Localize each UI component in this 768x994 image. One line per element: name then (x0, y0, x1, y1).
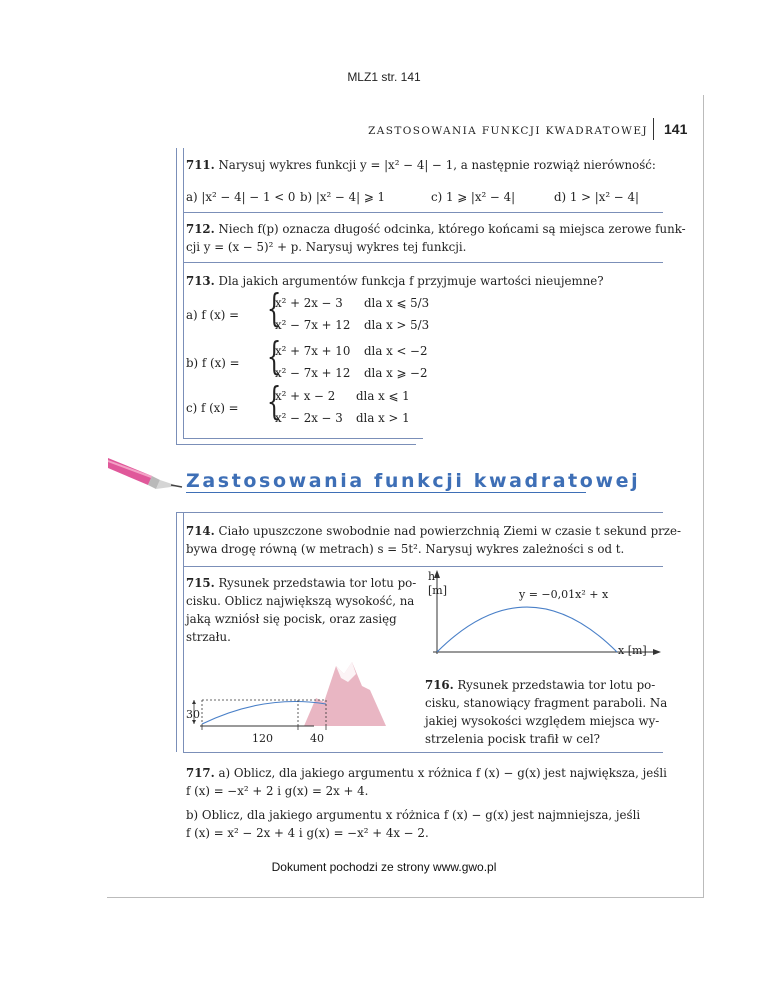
trajectory-curve (437, 607, 617, 652)
ex711-a: a) |x² − 4| − 1 < 0 (186, 190, 296, 204)
ex713-c-label: c) f (x) = (186, 401, 239, 415)
ex714-number: 714. (186, 524, 215, 538)
ex713-b-row1: x² + 7x + 10 (275, 344, 351, 358)
ex712-text-1: Niech f(p) oznacza długość odcinka, którego końcami są miejsca zerowe funk- (218, 222, 686, 236)
ex713-statement (186, 272, 604, 290)
ex716-line4: strzelenia pocisk trafił w cel? (425, 732, 600, 746)
ex713-c-cond1: dla x ⩽ 1 (356, 389, 410, 403)
ex713-b-cond2: dla x ⩾ −2 (364, 366, 428, 380)
box-left-bar (176, 582, 177, 752)
ex716-text-1: Rysunek przedstawia tor lotu po- (457, 678, 656, 692)
separator-line (183, 566, 663, 567)
ex713-c-row1: x² + x − 2 (275, 389, 336, 403)
ex713-a-row2: x² − 7x + 12 (275, 318, 351, 332)
ex713-b-cond1: dla x < −2 (364, 344, 428, 358)
box-bottom-line (176, 444, 416, 445)
box-left-bar (183, 566, 184, 752)
axis-h-unit: [m] (428, 584, 448, 597)
curve-formula: y = −0,01x² + x (519, 588, 609, 601)
ex711-c: c) 1 ⩾ |x² − 4| (431, 190, 516, 204)
dim-right-label: 40 (310, 732, 324, 745)
ex716-line2: cisku, stanowiący fragment paraboli. Na (425, 696, 668, 710)
axis-x-label: x [m] (618, 644, 647, 657)
ex717-b-line2: f (x) = x² − 2x + 4 i g(x) = −x² + 4x − 2. (186, 826, 429, 840)
box-left-bar (176, 512, 177, 582)
ex712-line2: cji y = (x − 5)² + p. Narysuj wykres tej funkcji. (186, 240, 467, 254)
brace-icon: { (266, 286, 282, 330)
ex715-line4: strzału. (186, 630, 231, 644)
ex716-line3: jakiej wysokości względem miejsca wy- (425, 714, 660, 728)
ex713-text: Dla jakich argumentów funkcja f przyjmuje wartości nieujemne? (218, 274, 604, 288)
brace-icon: { (266, 379, 282, 423)
ex711-number: 711. (186, 158, 215, 172)
ex714-line1 (186, 522, 681, 540)
section-title: Zastosowania funkcji kwadratowej (186, 470, 641, 492)
separator-line (183, 212, 663, 213)
ex712-number: 712. (186, 222, 215, 236)
mountain (304, 662, 386, 726)
pen-icon (108, 440, 188, 502)
ex713-c-row2: x² − 2x − 3 (275, 411, 343, 425)
ex711-text: Narysuj wykres funkcji y = |x² − 4| − 1, a następnie rozwiąż nierówność: (218, 158, 656, 172)
brace-icon: { (266, 334, 282, 378)
header-divider (653, 118, 654, 140)
ex715-number: 715. (186, 576, 215, 590)
box-bottom-line (183, 438, 423, 439)
ex715-line2: cisku. Oblicz największą wysokość, na (186, 594, 415, 608)
box-left-bar (183, 148, 184, 438)
ex717-number: 717. (186, 766, 215, 780)
ex715-text-1: Rysunek przedstawia tor lotu po- (218, 576, 417, 590)
document-label: MLZ1 str. 141 (347, 70, 421, 84)
separator-line (183, 752, 663, 753)
section-title-underline (186, 492, 586, 493)
ex713-a-cond1: dla x ⩽ 5/3 (364, 296, 430, 310)
ex717-a-line1 (186, 764, 667, 782)
ex717-a-line2: f (x) = −x² + 2 i g(x) = 2x + 4. (186, 784, 369, 798)
ex713-a-cond2: dla x > 5/3 (364, 318, 430, 332)
footer-source: Dokument pochodzi ze strony www.gwo.pl (271, 860, 497, 874)
ex715-line3: jaką wzniósł się pocisk, oraz zasięg (186, 612, 397, 626)
ex711-b: b) |x² − 4| ⩾ 1 (300, 190, 386, 204)
ex714-line2: bywa drogę równą (w metrach) s = 5t². Narysuj wykres zależności s od t. (186, 542, 625, 556)
page-number: 141 (664, 121, 688, 137)
axis-h-label: h (428, 570, 436, 583)
separator-line (183, 262, 663, 263)
ex714-text-1: Ciało upuszczone swobodnie nad powierzchnią Ziemi w czasie t sekund prze- (218, 524, 681, 538)
ex716-number: 716. (425, 678, 454, 692)
ex713-c-cond2: dla x > 1 (356, 411, 410, 425)
ex713-a-row1: x² + 2x − 3 (275, 296, 343, 310)
ex711-statement (186, 156, 656, 174)
dim-height-label: 30 (186, 708, 200, 721)
dim-left-label: 120 (252, 732, 273, 745)
ex712-line1 (186, 220, 686, 238)
ex711-d: d) 1 > |x² − 4| (554, 190, 640, 204)
trajectory-figure-716 (186, 660, 396, 744)
ex716-line1 (425, 676, 655, 694)
ex713-a-label: a) f (x) = (186, 308, 239, 322)
ex717-b-line1: b) Oblicz, dla jakiego argumentu x różnica f (x) − g(x) jest najmniejsza, jeśli (186, 808, 641, 822)
ex715-line1 (186, 574, 416, 592)
box-top-line (176, 512, 663, 513)
ex713-b-label: b) f (x) = (186, 356, 240, 370)
ex713-b-row2: x² − 7x + 12 (275, 366, 351, 380)
ex713-number: 713. (186, 274, 215, 288)
ex717-a-text-1: a) Oblicz, dla jakiego argumentu x różnica f (x) − g(x) jest największa, jeśli (218, 766, 667, 780)
running-title: ZASTOSOWANIA FUNKCJI KWADRATOWEJ (368, 125, 648, 137)
x-axis-arrow (653, 649, 661, 655)
box-left-bar (176, 148, 177, 444)
